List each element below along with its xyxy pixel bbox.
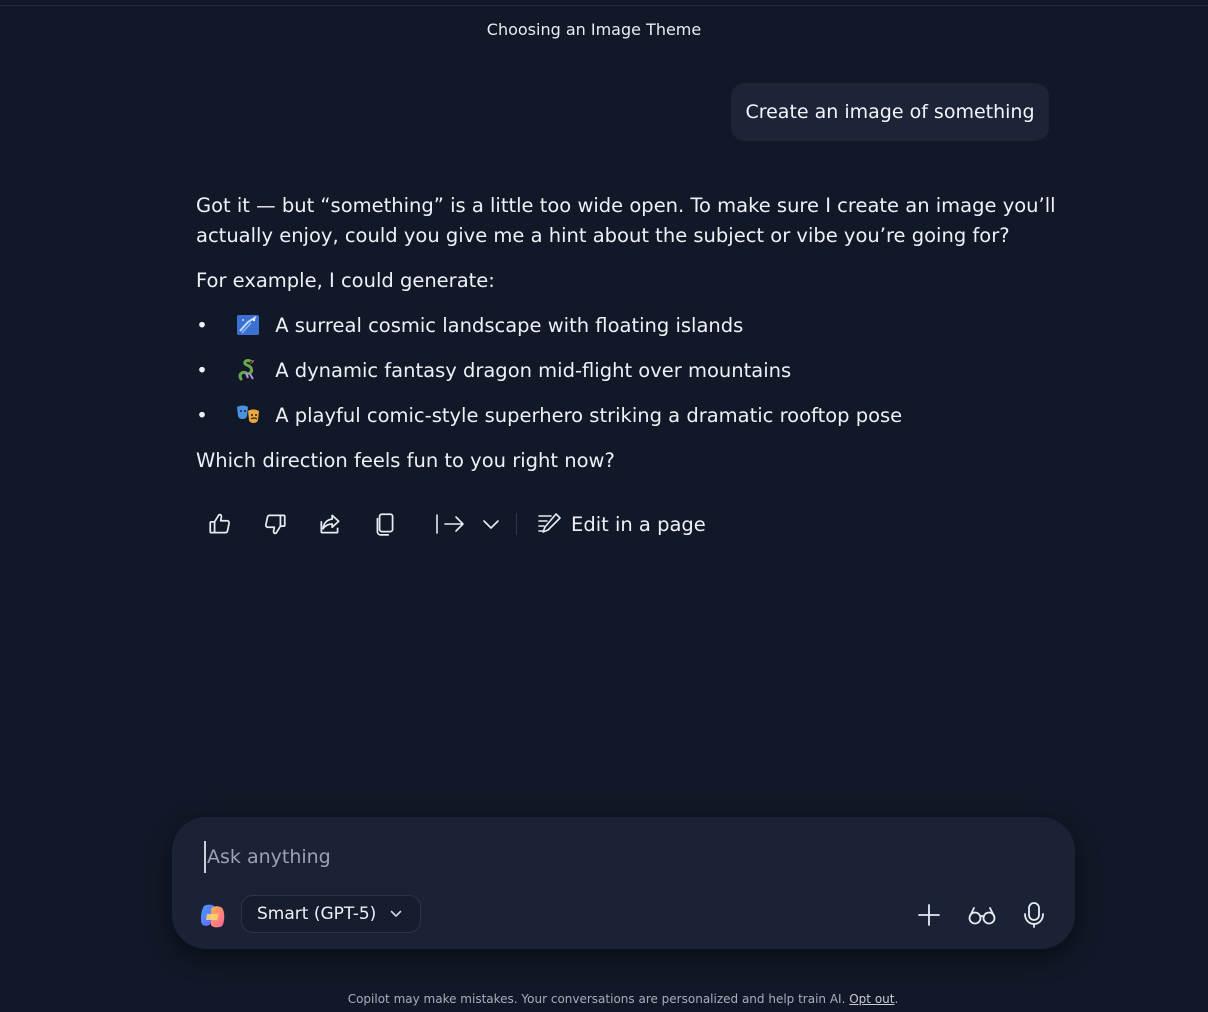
thumbs-up-button[interactable] (198, 502, 242, 546)
opt-out-link[interactable]: Opt out (849, 992, 895, 1006)
chat-composer (172, 817, 1075, 949)
footer-disclaimer (0, 992, 1208, 1006)
ask-input[interactable] (204, 841, 1029, 873)
copilot-logo-icon (198, 901, 228, 931)
vision-glasses-icon (967, 902, 997, 928)
option-text: A surreal cosmic landscape with floating islands (275, 314, 744, 337)
edit-in-page-button[interactable] (535, 510, 706, 538)
copy-button[interactable] (363, 502, 407, 546)
list-item (196, 311, 1056, 341)
assistant-paragraph-1: Got it — but “something” is a little too wide open. To make sure I create an image you’ll actually enjoy, could you give me a hint about the subject or vibe you’re going for? (196, 194, 1056, 247)
edit-in-page-label: Edit in a page (571, 512, 706, 536)
message-actions (198, 502, 706, 546)
microphone-icon (1021, 901, 1047, 929)
bullet-marker: • (196, 359, 208, 382)
actions-divider (516, 513, 517, 535)
thumbs-down-icon (262, 511, 288, 537)
microphone-button[interactable] (1018, 899, 1050, 931)
list-item (196, 356, 1056, 386)
theater-masks-icon (236, 404, 260, 426)
user-message-text: Create an image of something (745, 101, 1035, 123)
conversation-title: Choosing an Image Theme (486, 20, 702, 39)
share-button[interactable] (308, 502, 352, 546)
edit-page-icon (535, 510, 563, 538)
thumbs-down-button[interactable] (253, 502, 297, 546)
bullet-marker: • (196, 314, 208, 337)
list-item (196, 401, 1056, 431)
vision-button[interactable] (966, 899, 998, 931)
top-divider (0, 5, 1208, 6)
model-selector-label: Smart (GPT-5) (257, 904, 377, 924)
option-list (196, 311, 1056, 431)
thumbs-up-icon (207, 511, 233, 537)
add-button[interactable] (913, 899, 945, 931)
user-message-bubble (731, 83, 1049, 141)
chevron-down-icon (480, 511, 502, 537)
export-icon (434, 511, 468, 537)
option-text: A dynamic fantasy dragon mid-flight over mountains (275, 359, 792, 382)
model-selector[interactable] (241, 895, 421, 933)
assistant-paragraph-2: For example, I could generate: (196, 269, 495, 292)
assistant-closing: Which direction feels fun to you right now? (196, 449, 615, 472)
plus-icon (916, 902, 942, 928)
dragon-icon (236, 359, 260, 381)
option-text: A playful comic-style superhero striking a dramatic rooftop pose (275, 404, 903, 427)
bullet-marker: • (196, 404, 208, 427)
copy-icon (372, 511, 398, 537)
disclaimer-text: Copilot may make mistakes. Your conversations are personalized and help train AI. (347, 992, 846, 1006)
export-button[interactable] (434, 502, 502, 546)
disclaimer-period: . (894, 992, 899, 1006)
cosmic-landscape-icon (236, 314, 260, 336)
chevron-down-icon (390, 910, 402, 918)
share-icon (317, 511, 343, 537)
assistant-message (196, 191, 1056, 491)
